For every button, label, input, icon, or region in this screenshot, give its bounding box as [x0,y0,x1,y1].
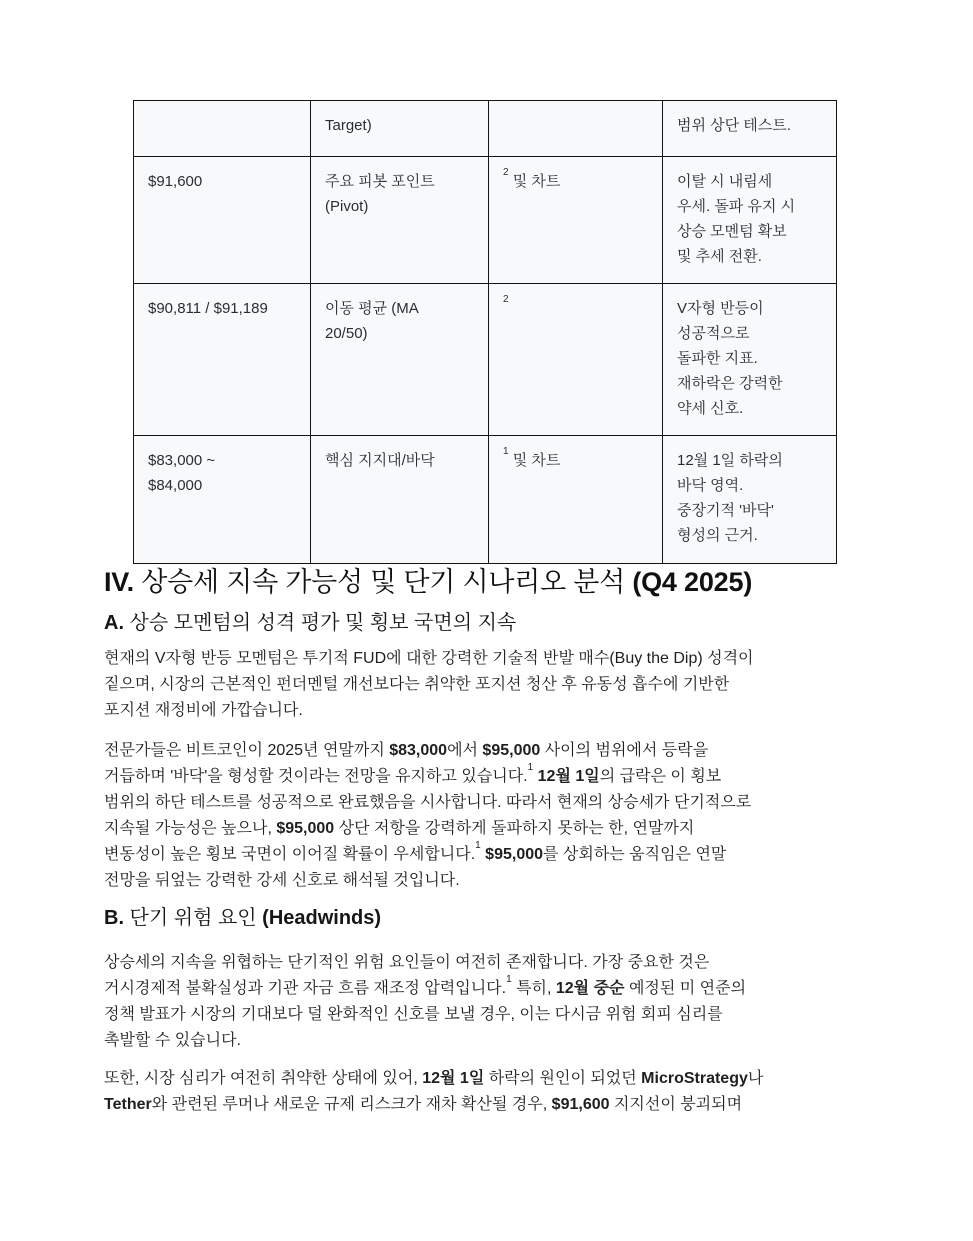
table-cell-source: 2 [489,284,663,436]
table-cell-level [134,101,311,157]
table-cell-role: Target) [311,101,489,157]
table-row [134,101,837,157]
subsection-heading-a: A. 상승 모멘텀의 성격 평가 및 횡보 국면의 지속 [104,612,517,634]
table-cell-source [489,101,663,157]
table-cell-meaning: 12월 1일 하락의 바닥 영역. 중장기적 '바닥' 형성의 근거. [663,436,837,564]
table-cell-level: $91,600 [134,157,311,284]
paragraph-macro-risks: 상승세의 지속을 위협하는 단기적인 위험 요인들이 여전히 존재합니다. 가장 중요한 것은 거시경제적 불확실성과 기관 자금 흐름 재조정 압력입니다.$^1$ 특히, 12월 중순 예정된 미 연준의 정책 발표가 시장의 기대보다 덜 완화적인 신호를 보낼 경우, 이는 다시금 위험 회피 심리를 촉발할 수 있습니다. [104,954,747,1049]
table-cell-source: $^1$ 및 차트 [489,436,663,564]
table-cell-source: $^2$ 및 차트 [489,157,663,284]
table-cell-meaning: 범위 상단 테스트. [663,101,837,157]
table-cell-level: $90,811 / $91,189 [134,284,311,436]
subsection-heading-b: B. 단기 위험 요인 (Headwinds) [104,907,382,929]
section-heading-iv: IV. 상승세 지속 가능성 및 단기 시나리오 분석 (Q4 2025) [104,567,753,597]
table-cell-role: 주요 피봇 포인트 (Pivot) [311,157,489,284]
table-cell-level: $83,000 ~ $84,000 [134,436,311,564]
paragraph-range-outlook: 전문가들은 비트코인이 2025년 연말까지 $83,000에서 $95,000 사이의 범위에서 등락을 거듭하며 '바닥'을 형성할 것이라는 전망을 유지하고 있습니다.$^1$ 12월 1일의 급락은 이 횡보 범위의 하단 테스트를 성공적으로 완료했음을 시사합니다. 따라서 현재의 상승세가 단기적으로 지속될 가능성은 높으나, $95,000 상단 저항을 강력하게 돌파하지 못하는 한, 연말까지 변동성이 높은 횡보 국면이 이어질 확률이 우세합니다.$^1$ $95,000를 상회하는 움직임은 연말 전망을 뒤엎는 강력한 강세 신호로 해석될 것입니다. [104,742,752,889]
table-cell-meaning: 이탈 시 내림세 우세. 돌파 유지 시 상승 모멘텀 확보 및 추세 전환. [663,157,837,284]
table-row [134,436,837,564]
table-cell-role: 이동 평균 (MA 20/50) [311,284,489,436]
paragraph-momentum-character: 현재의 V자형 반등 모멘텀은 투기적 FUD에 대한 강력한 기술적 반발 매수(Buy the Dip) 성격이 짙으며, 시장의 근본적인 펀더멘털 개선보다는 취약한 포지션 청산 후 유동성 흡수에 기반한 포지션 재정비에 가깝습니다. [104,650,754,719]
table-row [134,157,837,284]
paragraph-sentiment-risks: 또한, 시장 심리가 여전히 취약한 상태에 있어, 12월 1일 하락의 원인이 되었던 MicroStrategy나 Tether와 관련된 루머나 새로운 규제 리스크가 재차 확산될 경우, $91,600 지지선이 붕괴되며 [104,1070,764,1113]
table-cell-meaning: V자형 반등이 성공적으로 돌파한 지표. 재하락은 강력한 약세 신호. [663,284,837,436]
table-cell-role: 핵심 지지대/바닥 [311,436,489,564]
table-row [134,284,837,436]
price-levels-table [133,100,837,564]
